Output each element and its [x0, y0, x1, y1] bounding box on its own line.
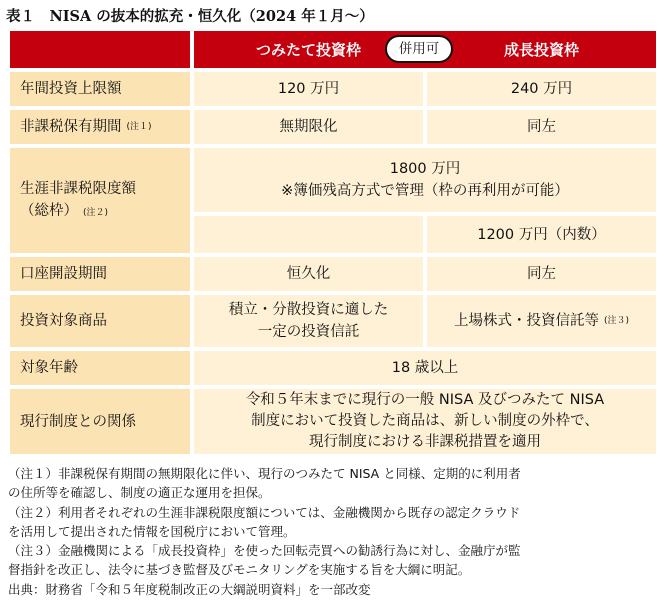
eligible-age-value: 18 歳以上	[194, 351, 656, 385]
lifetime-limit-total	[194, 148, 656, 212]
lifetime-limit-growth: 1200 万円（内数）	[427, 216, 656, 253]
row-label-relation: 現行制度との関係	[10, 389, 190, 454]
target-products-growth-note: (注３)	[603, 316, 630, 326]
row-label-tax-free-period	[10, 110, 190, 144]
note-2-line-1: （注２）利用者それぞれの生涯非課税限度額については、金融機関から既存の認定クラウド	[8, 504, 521, 520]
tax-free-period-growth: 同左	[427, 110, 656, 144]
tax-free-period-tsumitate: 無期限化	[194, 110, 423, 144]
lifetime-limit-tsumitate-blank	[194, 216, 423, 253]
relation-value	[194, 389, 656, 454]
nisa-table	[10, 31, 656, 450]
annual-limit-growth: 240 万円	[427, 72, 656, 106]
lifetime-limit-sublabel	[20, 200, 108, 224]
lifetime-limit-label: 生涯非課税限度額	[20, 180, 136, 197]
account-period-tsumitate: 恒久化	[194, 257, 423, 291]
tax-free-period-note: (注１)	[126, 122, 152, 132]
note-1-line-2: の住所等を確認し、制度の適正な運用を担保。	[8, 485, 271, 501]
source-line: 出典：財務省「令和５年度税制改正の大綱説明資料」を一部改変	[8, 581, 371, 597]
note-2-line-2: を活用して提出された情報を国税庁において管理。	[8, 523, 296, 539]
relation-line-3: 現行制度における非課税措置を適用	[309, 434, 541, 450]
note-3-line-1: （注３）金融機関による「成長投資枠」を使った回転売買への勧誘行為に対し、金融庁が監	[8, 543, 521, 559]
header-growth: 成長投資枠	[503, 40, 579, 59]
annual-limit-tsumitate: 120 万円	[194, 72, 423, 106]
target-products-growth-text: 上場株式・投資信託等	[453, 313, 599, 329]
lifetime-limit-note: (注２)	[83, 207, 109, 218]
account-period-growth: 同左	[427, 257, 656, 291]
footnotes	[8, 464, 656, 599]
target-products-tsumitate-line2: 一定の投資信託	[257, 324, 360, 340]
target-products-tsumitate-line1: 積立・分散投資に適した	[228, 302, 389, 318]
header-corner	[10, 31, 190, 68]
row-label-target-products: 投資対象商品	[10, 295, 190, 347]
relation-line-1: 令和５年末までに現行の一般 NISA 及びつみたて NISA	[245, 392, 605, 408]
header-columns	[194, 31, 656, 68]
tax-free-period-label: 非課税保有期間	[20, 119, 122, 135]
header-tsumitate: つみたて投資枠	[255, 40, 361, 59]
relation-line-2: 制度において投資した商品は、新しい制度の外枠で、	[251, 413, 599, 429]
combined-badge: 併用可	[385, 35, 453, 63]
row-label-account-period: 口座開設期間	[10, 257, 190, 291]
lifetime-limit-amount: 1800 万円	[389, 161, 461, 177]
lifetime-limit-total-label: （総枠）	[20, 202, 78, 219]
lifetime-limit-method: ※簿価残高方式で管理（枠の再利用が可能）	[281, 183, 569, 199]
target-products-tsumitate	[194, 295, 423, 347]
row-label-annual-limit: 年間投資上限額	[10, 72, 190, 106]
note-1-line-1: （注１）非課税保有期間の無期限化に伴い、現行のつみたて NISA と同様、定期的に利用者	[8, 466, 521, 481]
table-title: 表１ NISA の抜本的拡充・恒久化（2024 年１月〜）	[6, 8, 374, 25]
row-label-lifetime-limit	[10, 148, 190, 253]
row-label-eligible-age: 対象年齢	[10, 351, 190, 385]
target-products-growth	[427, 295, 656, 347]
note-3-line-2: 督指針を改正し、法令に基づき監督及びモニタリングを実施する旨を大綱に明記。	[8, 562, 471, 578]
